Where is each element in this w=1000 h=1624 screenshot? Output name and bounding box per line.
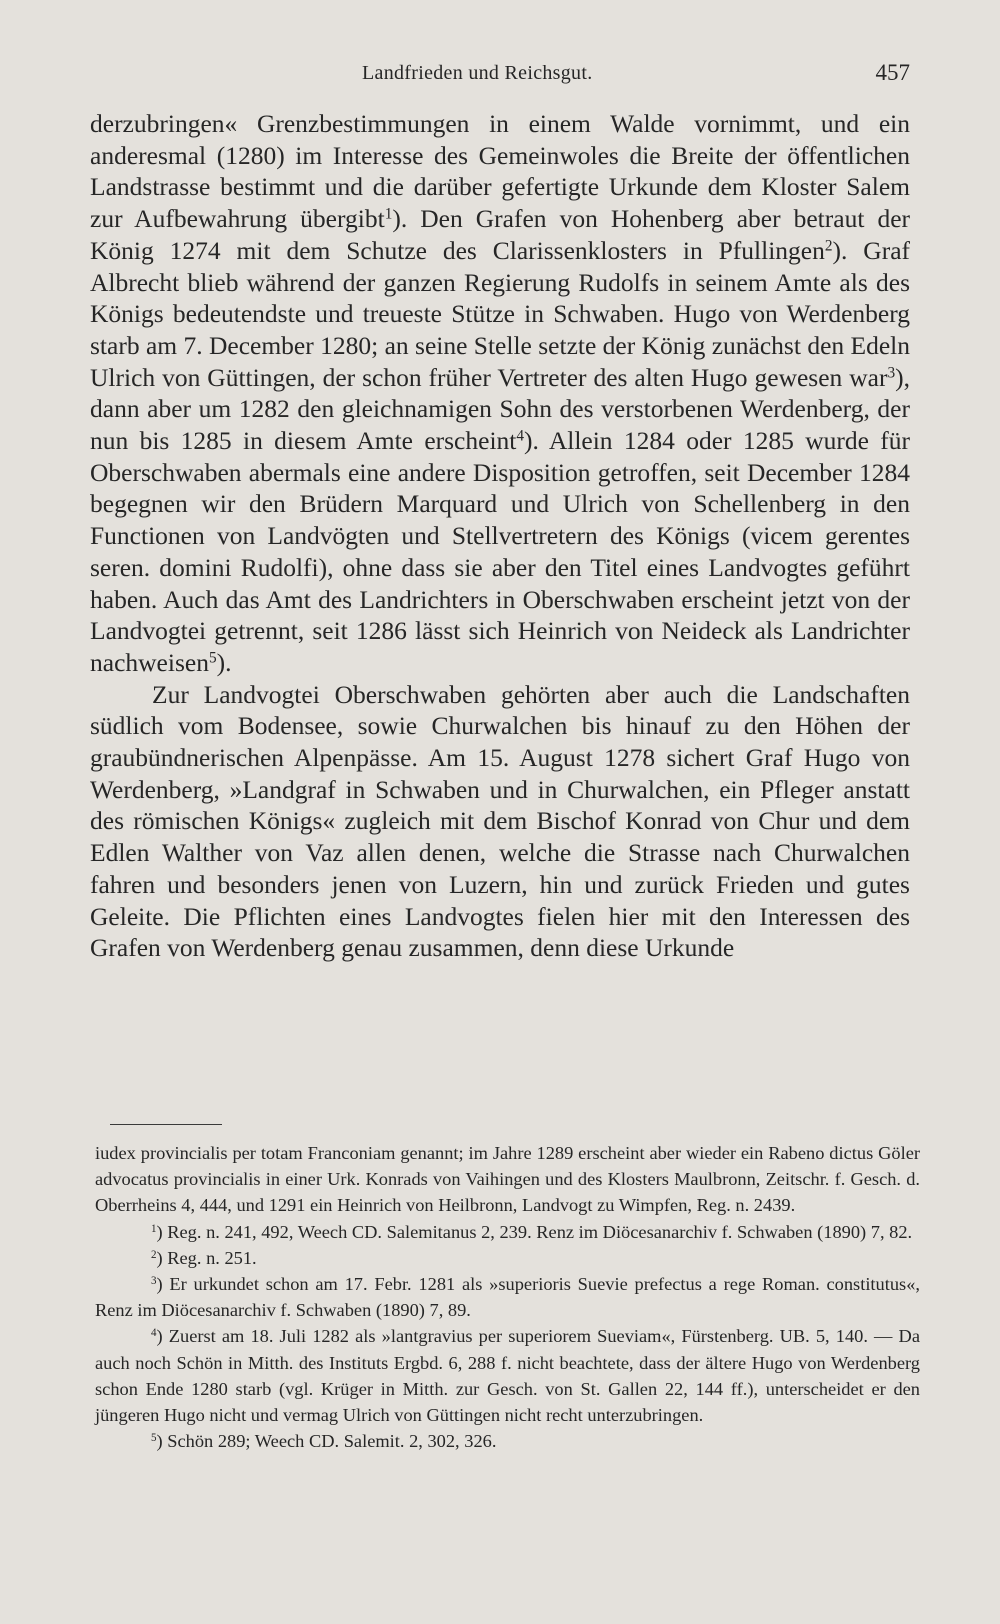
footnote-text: Reg. n. 241, 492, Weech CD. Salemitanus 2, 239. Renz im Diöcesanarchiv f. Schwaben (1890) 7, 82. — [167, 1221, 913, 1242]
footnote-ref: 4 — [516, 427, 525, 445]
footnote-mark: 5 — [151, 1432, 157, 1445]
footnote-mark: 1 — [151, 1222, 157, 1235]
footnote-text: Er urkundet schon am 17. Febr. 1281 als »superioris Suevie prefectus a rege Roman. constitutus«, Renz im Diöcesanarchiv f. Schwaben (1890) 7, 89. — [95, 1274, 920, 1321]
text-segment: . — [225, 647, 232, 677]
footnote-ref: 3 — [887, 364, 896, 382]
footnote-text: Reg. n. 251. — [167, 1247, 257, 1268]
footnote: $^4$) Zuerst am 18. Juli 1282 als »lantgravius per superiorem Sueviam«, Fürstenberg. UB. 5, 140. — Da auch noch Schön in Mitth. des Instituts Ergbd. 6, 288 f. nicht beachtete, dass der ältere Hugo von Werdenberg schon Ende 1280 starb (vgl. Krüger in Mitth. zur Gesch. von St. Gallen 22, 144 ff.), unterscheidet er den jüngeren Hugo nicht und vermag Ulrich von Güttingen nicht recht unterzubringen. — [95, 1326, 921, 1426]
footnote-mark: 3 — [151, 1274, 157, 1287]
page-number: 457 — [875, 60, 910, 85]
text-segment: . Allein 1284 oder 1285 wurde für Oberschwaben abermals eine andere Disposition getroffen, seit December 1284 begegnen wir den Brüdern Marquard und Ulrich von Schellenberg in den Functionen von Landvögten und Stellvertretern des Königs (vicem gerentes seren. domini Rudolfi), ohne dass sie aber den Titel eines Landvogtes geführt haben. Auch das Amt des Landrichters in Oberschwaben erscheint jetzt von der Landvogtei getrennt, seit 1286 lässt sich Heinrich von Neideck als Landrichter nachweisen — [90, 426, 910, 677]
text-segment: . Den Grafen von Hohenberg aber betraut der König 1274 mit dem Schutze des Clarissenklosters in Pfullingen — [90, 204, 910, 265]
footnote-continuation: iudex provincialis per totam Franconiam genannt; im Jahre 1289 erscheint aber wieder ein Rabeno dictus Göler advocatus provincialis in einer Urk. Konrads von Vaihingen und des Klosters Maulbronn, Zeitschr. f. Gesch. d. Oberrheins 4, 444, und 1291 ein Heinrich von Heilbronn, Landvogt zu Wimpfen, Reg. n. 2439. — [95, 1143, 920, 1216]
footnote: $^5$) Schön 289; Weech CD. Salemit. 2, 302, 326. — [151, 1431, 497, 1452]
footnote-ref: 5 — [208, 649, 217, 667]
text-segment: , dann aber um 1282 den gleichnamigen Sohn des verstorbenen Werdenberg, der nun bis 1285 in diesem Amte erscheint — [90, 362, 910, 456]
footnote: $^2$) Reg. n. 251. — [151, 1247, 257, 1268]
text-segment: Zur Landvogtei Oberschwaben gehörten aber auch die Landschaften südlich vom Bodensee, sowie Churwalchen bis hinauf zu den Höhen der graubündnerischen Alpenpässe. Am 15. August 1278 sichert Graf Hugo von Werdenberg, »Landgraf in Schwaben und in Churwalchen, ein Pfleger anstatt des römischen Königs« zugleich mit dem Bischof Konrad von Chur und dem Edlen Walther von Vaz allen denen, welche die Strasse nach Churwalchen fahren und besonders jenen von Luzern, hin und zurück Frieden und gutes Geleite. Die Pflichten eines Landvogtes fielen hier mit den Interessen des Grafen von Werdenberg genau zusammen, denn diese Urkunde — [90, 679, 910, 963]
running-head — [90, 58, 910, 92]
footnote: $^1$) Reg. n. 241, 492, Weech CD. Salemitanus 2, 239. Renz im Diöcesanarchiv f. Schwaben (1890) 7, 82. — [151, 1221, 913, 1242]
footnote-text: Schön 289; Weech CD. Salemit. 2, 302, 326. — [167, 1431, 497, 1452]
paragraph — [90, 679, 910, 964]
footnote-ref: 2 — [824, 237, 833, 255]
text-segment: . Graf Albrecht blieb während der ganzen Regierung Rudolfs in seinem Amte als des Königs bedeutendste und treueste Stütze in Schwaben. Hugo von Werdenberg starb am 7. December 1280; an seine Stelle setzte der König zunächst den Edeln Ulrich von Güttingen, der schon früher Vertreter des alten Hugo gewesen war — [90, 235, 911, 392]
footnote-divider — [110, 1124, 222, 1125]
running-title: Landfrieden und Reichsgut. — [362, 62, 593, 84]
footnotes — [95, 1140, 920, 1454]
footnote-mark: 4 — [151, 1327, 157, 1340]
footnote-mark: 2 — [151, 1248, 157, 1261]
paragraph: derzubringen« Grenzbestimmungen in einem Walde vornimmt, und ein anderesmal (1280) im Interesse des Gemeinwoles die Breite der öffentlichen Landstrasse bestimmt und die darüber gefertigte Urkunde dem Kloster Salem zur Aufbewahrung übergibt$^1$). Den Grafen von Hohenberg aber betraut der König 1274 mit dem Schutze des Clarissenklosters in Pfullingen$^2$). Graf Albrecht blieb während der ganzen Regierung Rudolfs in seinem Amte als des Königs bedeutendste und treueste Stütze in Schwaben. Hugo von Werdenberg starb am 7. December 1280; an seine Stelle setzte der König zunächst den Edeln Ulrich von Güttingen, der schon früher Vertreter des alten Hugo gewesen war$^3$), dann aber um 1282 den gleichnamigen Sohn des verstorbenen Werdenberg, der nun bis 1285 in diesem Amte erscheint$^4$). Allein 1284 oder 1285 wurde für Oberschwaben abermals eine andere Disposition getroffen, seit December 1284 begegnen wir den Brüdern Marquard und Ulrich von Schellenberg in den Functionen von Landvögten und Stellvertretern des Königs (vicem gerentes seren. domini Rudolfi), ohne dass sie aber den Titel eines Landvogtes geführt haben. Auch das Amt des Landrichters in Oberschwaben erscheint jetzt von der Landvogtei getrennt, seit 1286 lässt sich Heinrich von Neideck als Landrichter nachweisen$^5$). — [90, 109, 911, 677]
footnote-text: Zuerst am 18. Juli 1282 als »lantgravius per superiorem Sueviam«, Fürstenberg. UB. 5, 140. — Da auch noch Schön in Mitth. des Instituts Ergbd. 6, 288 f. nicht beachtete, dass der ältere Hugo von Werdenberg schon Ende 1280 starb (vgl. Krüger in Mitth. zur Gesch. von St. Gallen 22, 144 ff.), unterscheidet er den jüngeren Hugo nicht und vermag Ulrich von Güttingen nicht recht unterzubringen. — [95, 1326, 921, 1426]
footnote: $^3$) Er urkundet schon am 17. Febr. 1281 als »superioris Suevie prefectus a rege Roman. constitutus«, Renz im Diöcesanarchiv f. Schwaben (1890) 7, 89. — [95, 1274, 920, 1321]
text-segment: derzubringen« Grenzbestimmungen in einem Walde vornimmt, und ein anderesmal (1280) im Interesse des Gemeinwoles die Breite der öffentlichen Landstrasse bestimmt und die darüber gefertigte Urkunde dem Kloster Salem zur Aufbewahrung übergibt — [90, 109, 910, 234]
main-text — [90, 108, 910, 964]
footnote-ref: 1 — [384, 205, 393, 223]
